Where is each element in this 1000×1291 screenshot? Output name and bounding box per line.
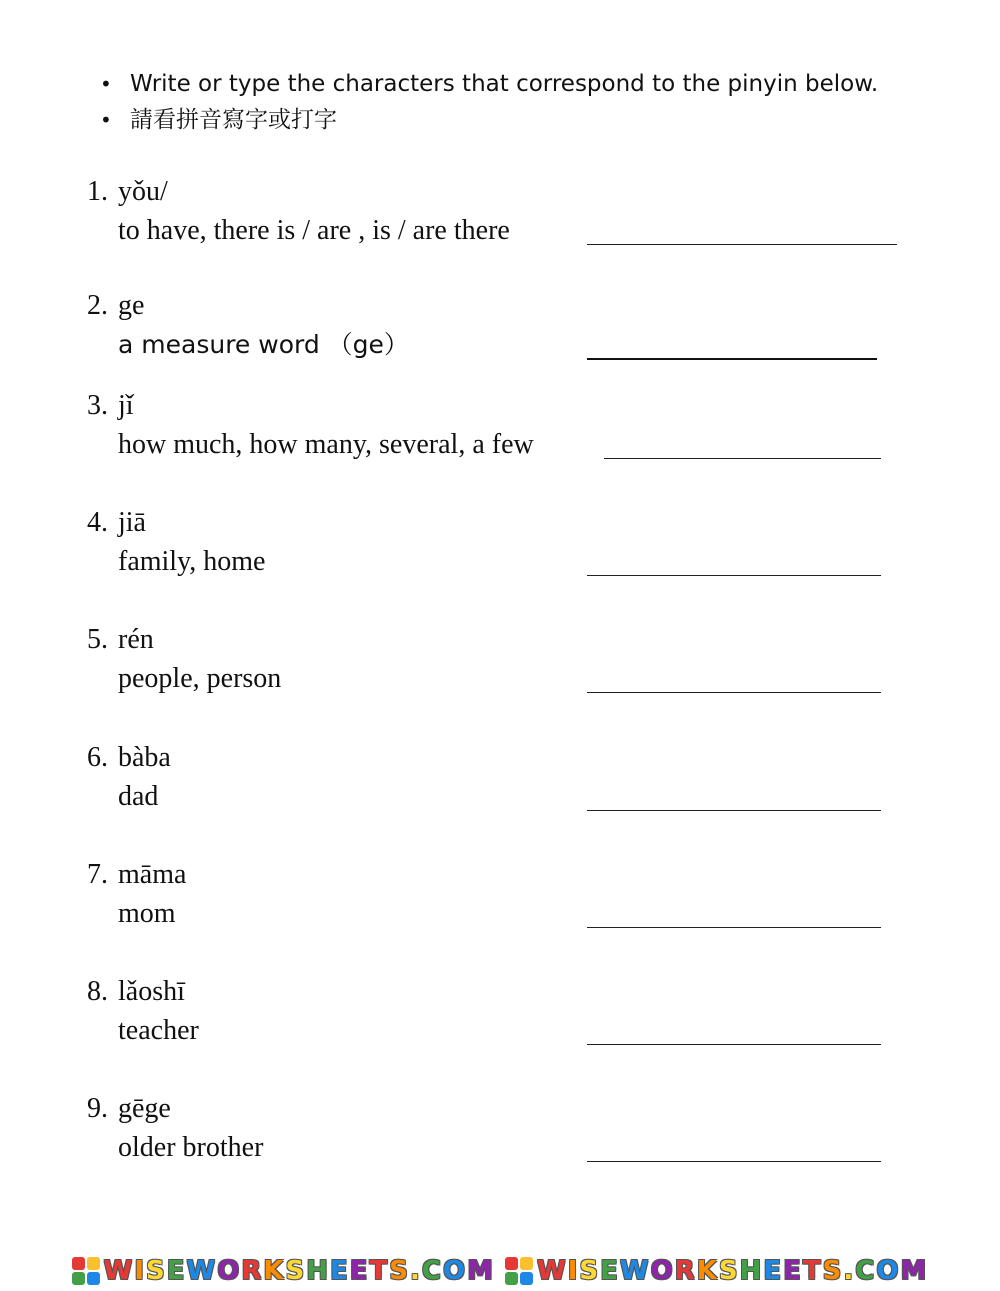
question-number: 7. [87,859,108,890]
answer-blank[interactable] [587,1161,881,1162]
answer-blank[interactable] [587,358,877,360]
question-pinyin: jǐ [118,390,134,421]
question-2 [87,288,907,378]
question-number: 9. [87,1093,108,1124]
question-pinyin: māma [118,859,187,890]
question-number: 5. [87,624,108,655]
logo-square [87,1257,100,1270]
answer-blank[interactable] [587,575,881,576]
question-7 [87,857,907,947]
question-3 [87,388,907,478]
question-meaning: people, person [118,663,282,694]
answer-blank[interactable] [604,458,881,459]
question-pinyin: jiā [118,507,146,538]
watermark-banner [0,1250,1000,1291]
question-number: 2. [87,290,108,321]
question-8 [87,974,907,1064]
logo-square [520,1257,533,1270]
brand-text: WISEWORKSHEETS.COM [103,1255,495,1286]
question-number: 3. [87,390,108,421]
question-meaning: to have, there is / are , is / are there [118,215,510,246]
question-number: 1. [87,176,108,207]
logo-square [87,1272,100,1285]
question-meaning: teacher [118,1015,199,1046]
question-pinyin: lǎoshī [118,976,185,1007]
question-4 [87,505,907,595]
question-pinyin: rén [118,624,154,655]
brand-logo [505,1256,928,1286]
logo-square [505,1257,518,1270]
question-pinyin: gēge [118,1093,171,1124]
logo-square [72,1257,85,1270]
question-number: 4. [87,507,108,538]
instructions-list [100,66,878,138]
brand-logo [72,1256,495,1286]
question-meaning: a measure word （ge） [118,330,409,359]
question-6 [87,740,907,830]
question-number: 6. [87,742,108,773]
brand-text: WISEWORKSHEETS.COM [537,1255,929,1286]
logo-square [520,1272,533,1285]
instruction-chinese: • 請看拼音寫字或打字 [100,102,878,138]
logo-square [72,1272,85,1285]
question-meaning: family, home [118,546,266,577]
answer-blank[interactable] [587,927,881,928]
question-5 [87,622,907,712]
question-1 [87,174,907,264]
instruction-english: • Write or type the characters that correspond to the pinyin below. [100,66,878,102]
answer-blank[interactable] [587,1044,881,1045]
question-meaning: dad [118,781,159,812]
question-meaning: mom [118,898,176,929]
question-9 [87,1091,907,1181]
logo-square [505,1272,518,1285]
question-meaning: how much, how many, several, a few [118,429,534,460]
brand-logo-mark [72,1257,100,1285]
brand-logo-mark [505,1257,533,1285]
question-number: 8. [87,976,108,1007]
question-pinyin: yǒu/ [118,176,168,207]
answer-blank[interactable] [587,244,897,245]
answer-blank[interactable] [587,810,881,811]
question-pinyin: bàba [118,742,171,773]
answer-blank[interactable] [587,692,881,693]
question-pinyin: ge [118,290,145,321]
question-meaning: older brother [118,1132,264,1163]
